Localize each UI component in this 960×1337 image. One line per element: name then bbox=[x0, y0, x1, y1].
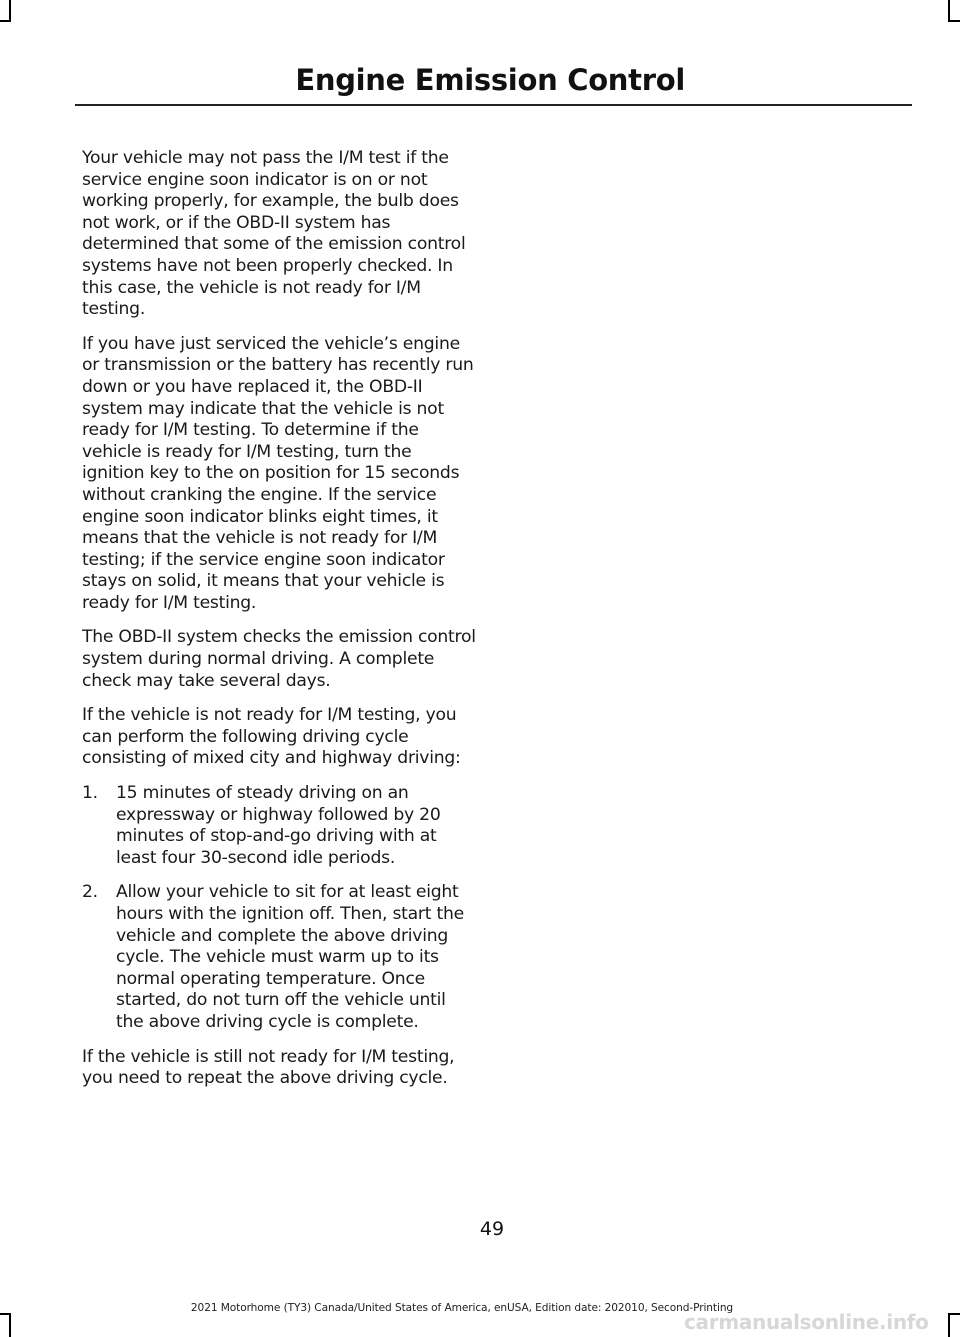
step-text: Allow your vehicle to sit for at least eight hours with the ignition off. Then, start the vehicle and complete the above driving cycle. The vehicle must warm up to its normal operating temperature. Once started, do not turn off the vehicle until the above driving cycle is complete. bbox=[116, 882, 464, 1032]
paragraph-driving-cycle-intro: If the vehicle is not ready for I/M testing, you can perform the following driving cycle consisting of mixed city and highway driving: bbox=[82, 705, 461, 769]
crop-mark-top-right bbox=[948, 0, 950, 22]
paragraph-im-test-fail: Your vehicle may not pass the I/M test if the service engine soon indicator is on or not working properly, for example, the bulb does not work, or if the OBD-II system has determined that some of the emission control systems have not been properly checked. In this case, the vehicle is not ready for I/M testing. bbox=[82, 148, 466, 320]
header-divider bbox=[75, 104, 912, 106]
list-item bbox=[82, 882, 477, 1033]
crop-mark-top-left bbox=[9, 0, 11, 22]
paragraph-readiness-check: If you have just serviced the vehicle’s engine or transmission or the battery has recently run down or you have replaced it, the OBD-II system may indicate that the vehicle is not ready for I/M testing. To determine if the vehicle is ready for I/M testing, turn the ignition key to the on position for 15 seconds without cranking the engine. If the service engine soon indicator blinks eight times, it means that the vehicle is not ready for I/M testing; if the service engine soon indicator stays on solid, it means that your vehicle is ready for I/M testing. bbox=[82, 333, 474, 613]
watermark: carmanualsonline.info bbox=[684, 1310, 929, 1334]
paragraph-repeat-cycle: If the vehicle is still not ready for I/M testing, you need to repeat the above driving cycle. bbox=[82, 1046, 455, 1089]
crop-mark-top-right bbox=[948, 20, 960, 22]
paragraph-obd-checks: The OBD-II system checks the emission control system during normal driving. A complete check may take several days. bbox=[82, 627, 476, 691]
step-number: 1. bbox=[82, 783, 98, 804]
step-number: 2. bbox=[82, 882, 98, 903]
crop-mark-bottom-left bbox=[9, 1313, 11, 1337]
step-text: 15 minutes of steady driving on an expressway or highway followed by 20 minutes of stop-and-go driving with at least four 30-second idle periods. bbox=[116, 783, 441, 868]
list-item bbox=[82, 783, 477, 869]
main-content bbox=[82, 148, 477, 1103]
crop-mark-top-left bbox=[0, 20, 11, 22]
driving-cycle-steps bbox=[82, 783, 477, 1034]
edition-footer: 2021 Motorhome (TY3) Canada/United States of America, enUSA, Edition date: 202010, Second-Printing bbox=[190, 1302, 734, 1314]
page-number: 49 bbox=[479, 1218, 505, 1240]
page-title: Engine Emission Control bbox=[295, 63, 685, 97]
